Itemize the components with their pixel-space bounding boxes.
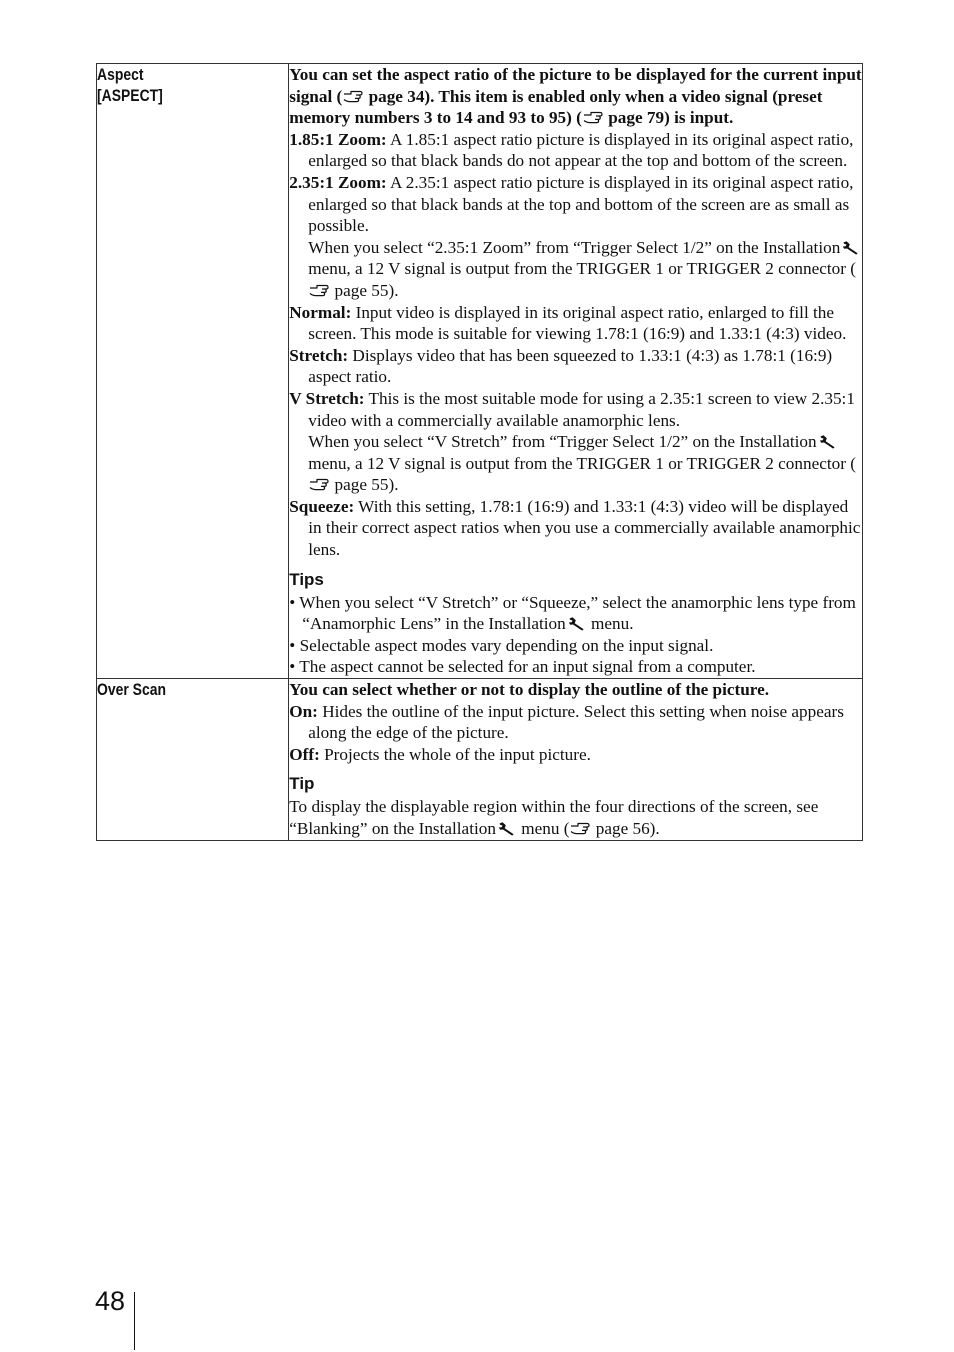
option-label: Normal: — [289, 302, 352, 322]
option-squeeze — [289, 496, 862, 561]
zoom-235-trigger-note — [289, 237, 862, 302]
wrench-icon — [842, 240, 859, 255]
option-text: Displays video that has been squeezed to 1.33:1 (4:3) as 1.78:1 (16:9) aspect ratio. — [308, 345, 833, 387]
option-text: A 1.85:1 aspect ratio picture is displayed in its original aspect ratio, enlarged so that black bands do not appear at the top and bottom of the screen. — [308, 129, 854, 171]
aspect-name-cell — [97, 64, 289, 679]
v-stretch-trigger-note — [289, 431, 862, 496]
option-normal — [289, 302, 862, 345]
page-reference-icon — [309, 283, 329, 298]
option-v-stretch — [289, 388, 862, 431]
aspect-name-line1: Aspect — [97, 65, 144, 84]
aspect-item-name — [97, 64, 163, 106]
aspect-description-cell — [289, 64, 863, 679]
aspect-name-line2: [ASPECT] — [97, 86, 163, 105]
table-row-over-scan — [97, 679, 863, 841]
tip-item: • The aspect cannot be selected for an input signal from a computer. — [289, 657, 756, 677]
page-number: 48 — [95, 1286, 126, 1316]
option-label: Squeeze: — [289, 496, 355, 516]
page-reference-icon — [343, 89, 363, 104]
option-zoom-185 — [289, 129, 862, 172]
over-scan-tip-text — [289, 796, 862, 839]
tip-heading: Tip — [289, 774, 315, 794]
option-zoom-235 — [289, 172, 862, 237]
over-scan-description-cell — [289, 679, 863, 841]
wrench-icon — [498, 821, 515, 836]
option-off — [289, 744, 862, 766]
note-text-a: When you select “V Stretch” from “Trigger Select 1/2” on the Installation — [308, 432, 817, 452]
page-reference-icon — [583, 110, 603, 125]
note-text-b: menu, a 12 V signal is output from the TRIGGER 1 or TRIGGER 2 connector ( — [308, 453, 856, 473]
over-scan-intro: You can select whether or not to display the outline of the picture. — [289, 680, 770, 700]
tip-text-b: menu. — [586, 614, 634, 634]
note-text-c: page 55). — [330, 280, 399, 300]
tip-text-c: page 56). — [591, 819, 660, 838]
option-label: 2.35:1 Zoom: — [289, 172, 387, 192]
tip-item: • Selectable aspect modes vary depending on the input signal. — [289, 635, 714, 655]
option-label: 1.85:1 Zoom: — [289, 129, 387, 149]
option-on — [289, 701, 862, 744]
tips-heading: Tips — [289, 569, 324, 589]
page-reference-icon — [309, 477, 329, 492]
option-stretch — [289, 345, 862, 388]
option-label: On: — [289, 701, 318, 721]
aspect-intro-text-a: You can set the aspect ratio of the picture to be displayed for the current input signal ( — [289, 65, 862, 106]
aspect-intro-text-b: page 34). This item is enabled only when a video signal (preset memory numbers 3 to 14 and 93 to 95) ( — [289, 86, 823, 128]
table-row-aspect — [97, 64, 863, 679]
option-text: Projects the whole of the input picture. — [319, 744, 591, 764]
tip-item — [289, 592, 862, 635]
option-text: With this setting, 1.78:1 (16:9) and 1.33:1 (4:3) video will be displayed in their correct aspect ratios when you use a commercially available anamorphic lens. — [308, 496, 861, 560]
note-text-a: When you select “2.35:1 Zoom” from “Trigger Select 1/2” on the Installation — [308, 237, 841, 257]
note-text-c: page 55). — [330, 475, 399, 495]
tip-text-a: • When you select “V Stretch” or “Squeeze,” select the anamorphic lens type from “Anamorphic Lens” in the Installation — [289, 592, 856, 634]
option-label: V Stretch: — [289, 388, 365, 408]
page-number-divider — [134, 1292, 135, 1350]
page-reference-icon — [570, 821, 590, 836]
over-scan-name-cell — [97, 679, 289, 841]
over-scan-item-name: Over Scan — [97, 680, 166, 700]
option-label: Stretch: — [289, 345, 349, 365]
tip-text-a: To display the displayable region within the four directions of the screen, see “Blanking” on the Installation — [289, 797, 819, 838]
settings-table — [96, 63, 863, 841]
option-label: Off: — [289, 744, 320, 764]
aspect-intro-text-c: page 79) is input. — [603, 108, 734, 128]
option-text: This is the most suitable mode for using a 2.35:1 screen to view 2.35:1 video with a commercially available anamorphic lens. — [308, 388, 855, 430]
option-text: Input video is displayed in its original aspect ratio, enlarged to fill the screen. This mode is suitable for viewing 1.78:1 (16:9) and 1.33:1 (4:3) video. — [308, 302, 847, 344]
note-text-b: menu, a 12 V signal is output from the TRIGGER 1 or TRIGGER 2 connector ( — [308, 259, 856, 279]
option-text: Hides the outline of the input picture. Select this setting when noise appears along the edge of the picture. — [308, 701, 844, 743]
wrench-icon — [568, 616, 585, 631]
aspect-intro — [289, 64, 862, 129]
tip-text-b: menu ( — [516, 819, 570, 838]
option-text: A 2.35:1 aspect ratio picture is displayed in its original aspect ratio, enlarged so that black bands at the top and bottom of the screen are as small as possible. — [308, 172, 854, 236]
wrench-icon — [819, 434, 836, 449]
